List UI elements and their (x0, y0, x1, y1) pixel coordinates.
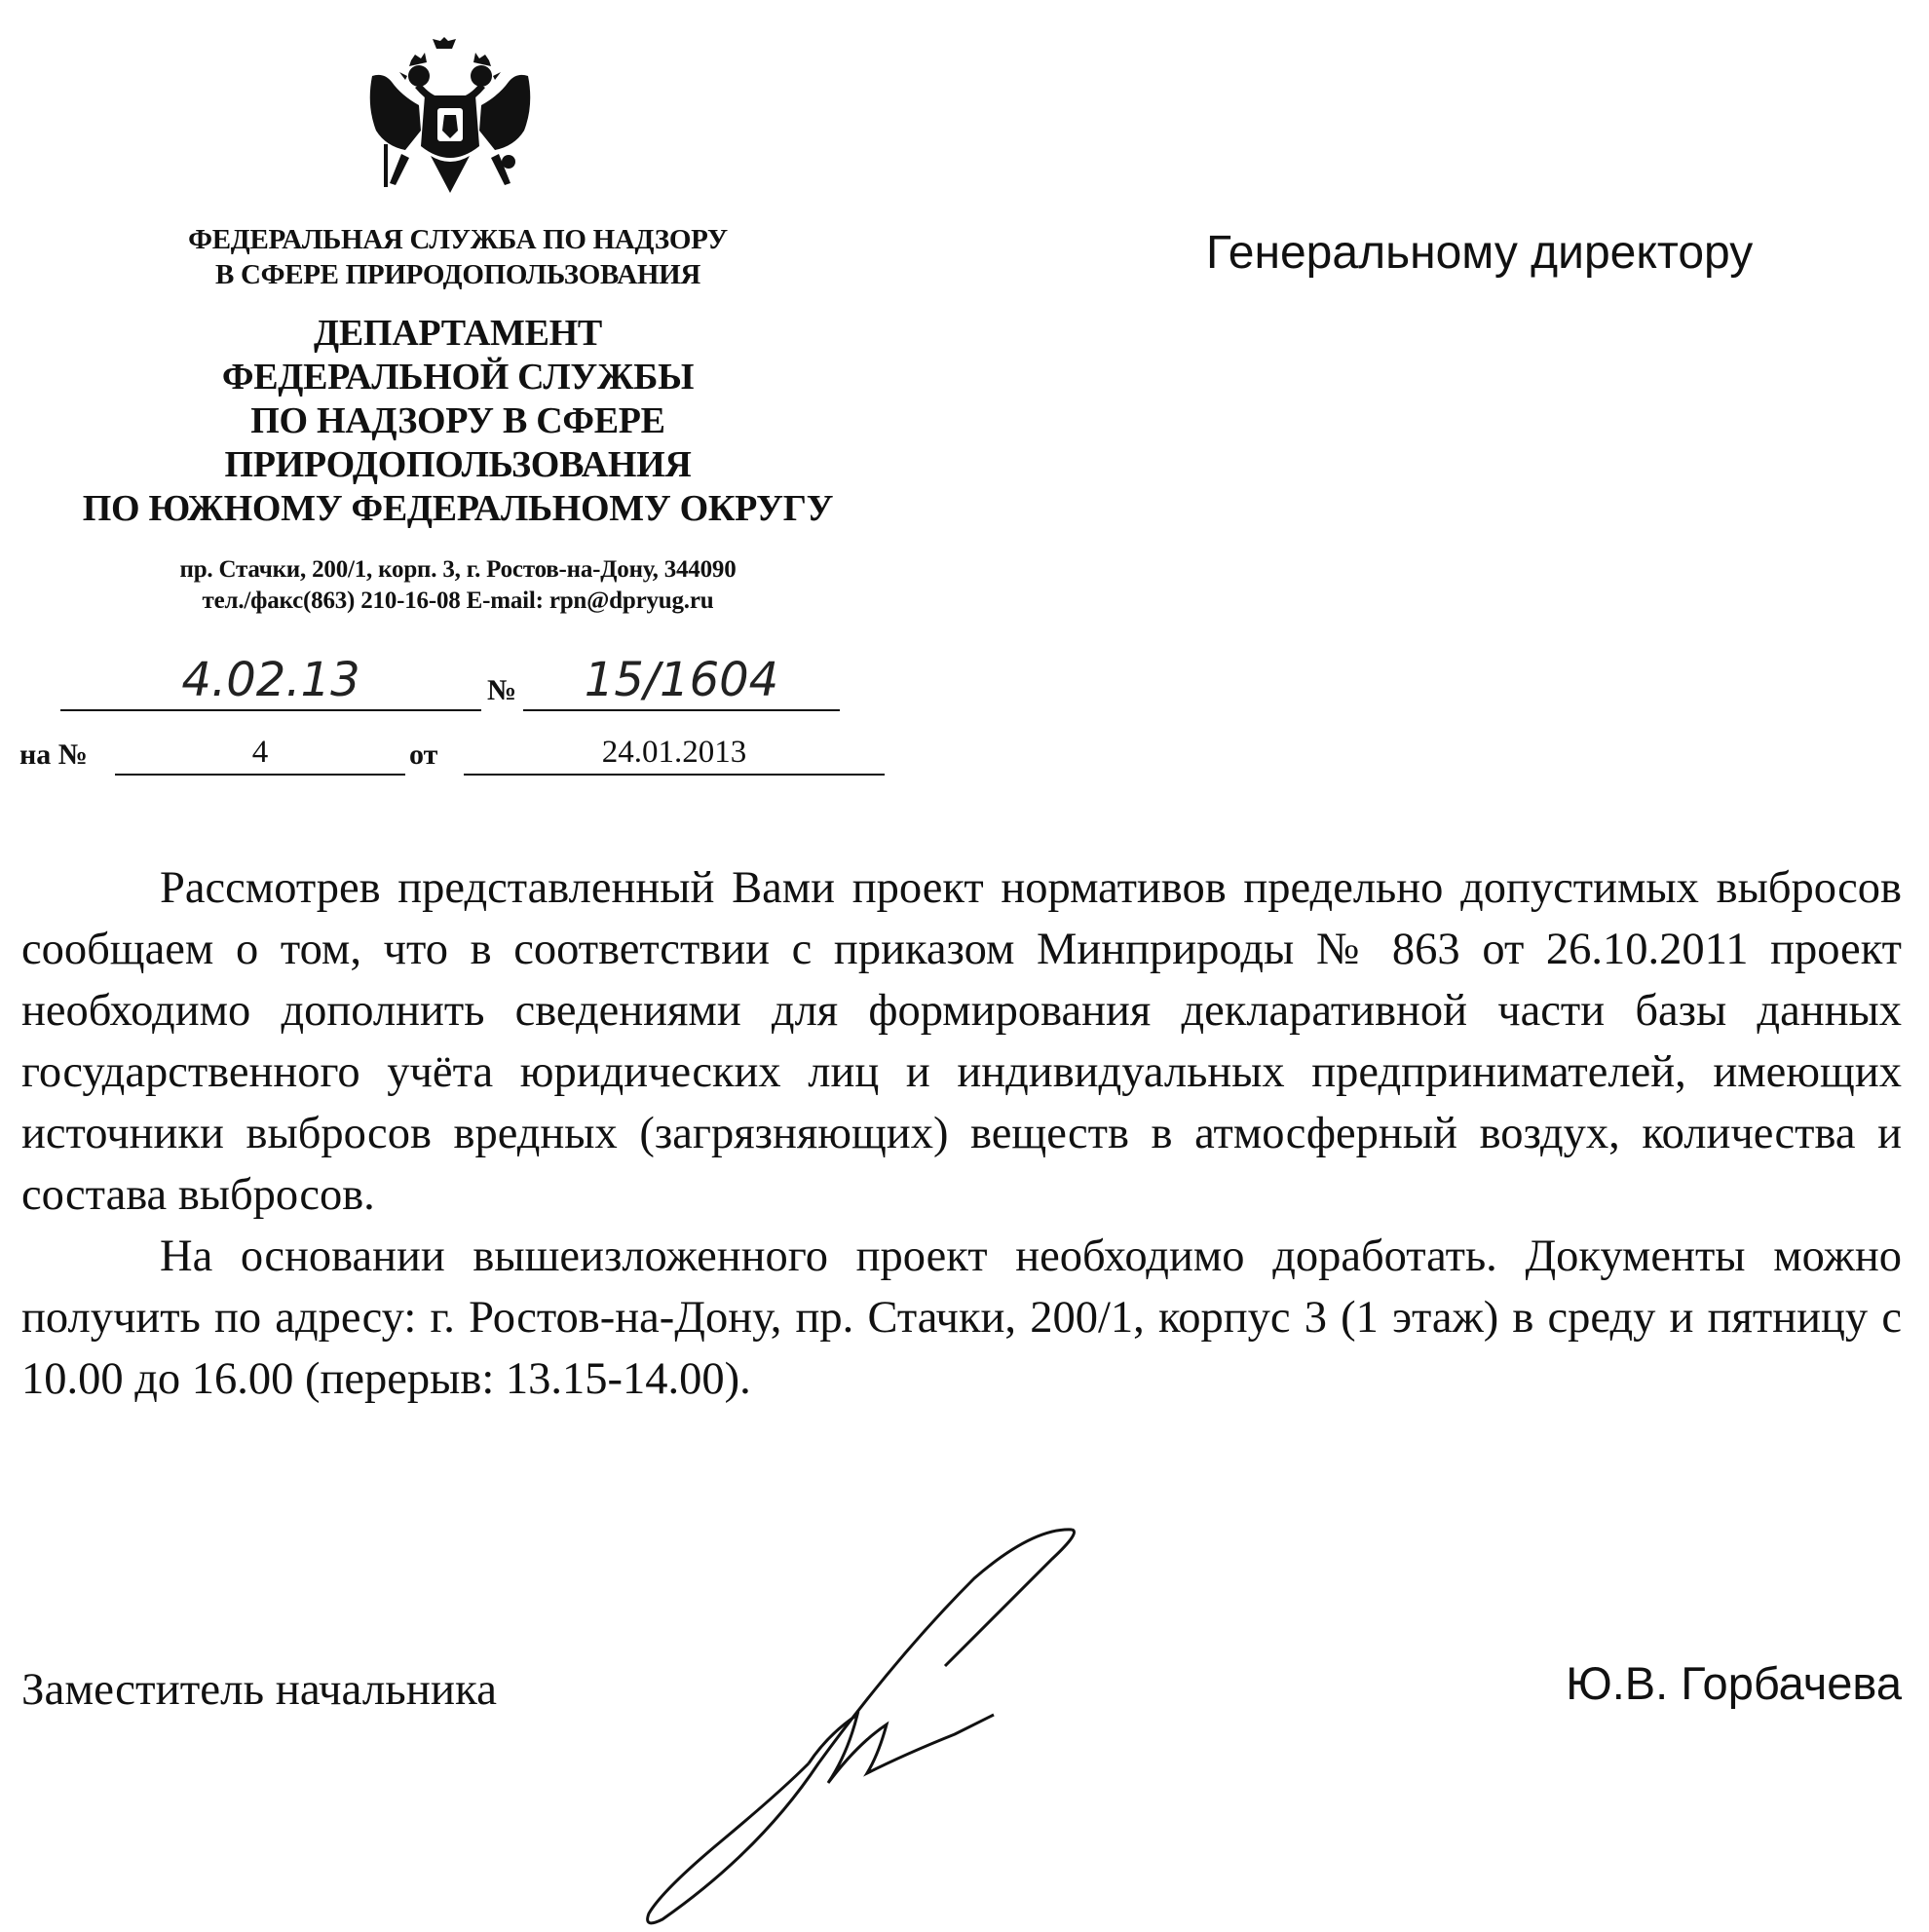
reply-number: 4 (115, 731, 405, 776)
handwritten-signature-icon (624, 1520, 1091, 1929)
address-line-2: тел./факс(863) 210-16-08 E-mail: rpn@dpryug.ru (202, 587, 714, 614)
signatory-name: Ю.В. Горбачева (1566, 1657, 1902, 1709)
address-line-1: пр. Стачки, 200/1, корп. 3, г. Ростов-на-Дону, 344090 (179, 556, 737, 583)
number-sign: № (487, 674, 517, 706)
department-name-line-3: ПО НАДЗОРУ В СФЕРЕ (250, 400, 665, 441)
letter-body (21, 857, 1902, 1410)
outgoing-date: 4.02.13 (60, 651, 481, 711)
reply-from-label: от (409, 739, 438, 771)
department-name-line-4: ПРИРОДОПОЛЬЗОВАНИЯ (224, 444, 692, 485)
addressee: Генеральному директору (1206, 227, 1754, 279)
signatory-position: Заместитель начальника (21, 1664, 497, 1715)
department-name-line-5: ПО ЮЖНОМУ ФЕДЕРАЛЬНОМУ ОКРУГУ (82, 488, 834, 529)
reply-number-label: на № (19, 739, 88, 771)
reply-date: 24.01.2013 (464, 731, 885, 776)
department-name-line-2: ФЕДЕРАЛЬНОЙ СЛУЖБЫ (221, 357, 695, 398)
department-name (19, 312, 896, 531)
outgoing-registration (60, 643, 840, 711)
service-name (19, 222, 896, 292)
service-name-line-1: ФЕДЕРАЛЬНАЯ СЛУЖБА ПО НАДЗОРУ (188, 224, 728, 255)
department-name-line-1: ДЕПАРТАМЕНТ (314, 313, 602, 354)
russian-double-headed-eagle-icon (362, 37, 538, 205)
service-name-line-2: В СФЕРЕ ПРИРОДОПОЛЬЗОВАНИЯ (214, 259, 700, 290)
letterhead (19, 222, 896, 617)
body-paragraph-1: Рассмотрев представленный Вами проект нормативов предельно допустимых выбросов сообщаем о том, что в соответствии с приказом Минприроды № 863 от 26.10.2011 проект необходимо дополнить сведениями для формирования декларативной части базы данных государственного учёта юридических лиц и индивидуальных предпринимателей, имеющих источники выбросов вредных (загрязняющих) веществ в атмосферный воздух, количества и состава выбросов. (21, 863, 1902, 1220)
department-address (19, 554, 896, 617)
reply-reference (19, 725, 867, 776)
outgoing-number: 15/1604 (523, 651, 840, 711)
body-paragraph-2: На основании вышеизложенного проект необходимо доработать. Документы можно получить по адресу: г. Ростов-на-Дону, пр. Стачки, 200/1, корпус 3 (1 этаж) в среду и пятницу с 10.00 до 16.00 (перерыв: 13.15-14.00). (21, 1231, 1902, 1404)
